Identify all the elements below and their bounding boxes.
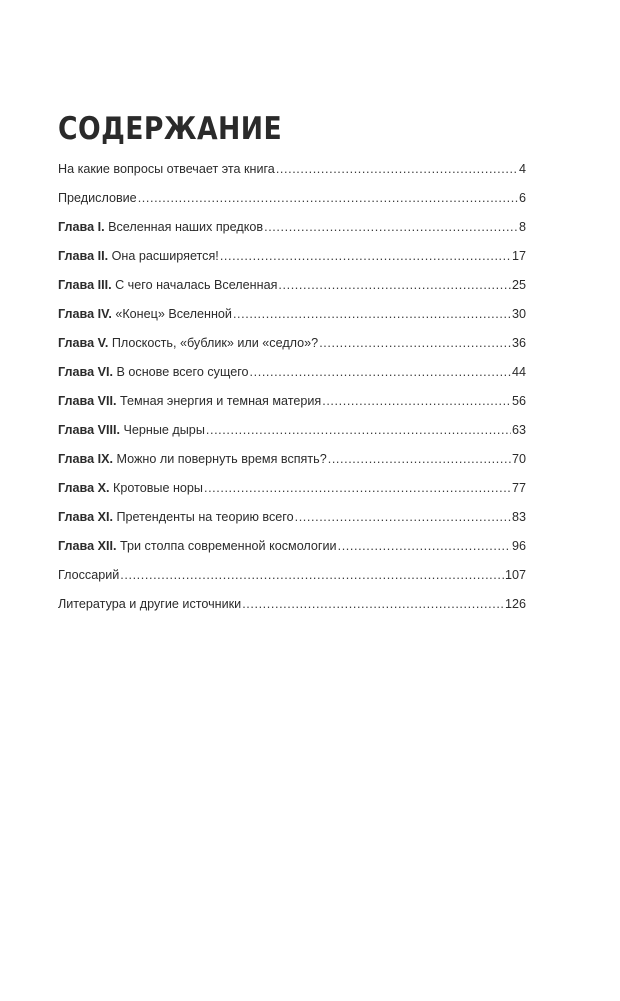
toc-entry-text: [58, 474, 203, 503]
toc-entry[interactable]: [58, 242, 526, 271]
entry-title: Претенденты на теорию всего: [113, 510, 294, 524]
leader-dots: [319, 329, 511, 358]
toc-entry[interactable]: [58, 213, 526, 242]
leader-dots: [250, 358, 511, 387]
toc-entry[interactable]: [58, 590, 526, 619]
leader-dots: [206, 416, 511, 445]
page-number: 63: [511, 423, 526, 437]
entry-title: Литература и другие источники: [58, 597, 242, 611]
toc-entry-text: [58, 271, 277, 300]
toc-entry[interactable]: [58, 445, 526, 474]
toc-entry-text: [58, 184, 137, 213]
chapter-label: Глава III.: [58, 278, 112, 292]
page-number: 17: [511, 249, 526, 263]
leader-dots: [233, 300, 511, 329]
chapter-label: Глава IX.: [58, 452, 113, 466]
chapter-label: Глава XII.: [58, 539, 117, 553]
leader-dots: [322, 387, 511, 416]
toc-entry-text: [58, 503, 294, 532]
entry-title: На какие вопросы отвечает эта книга: [58, 162, 275, 176]
chapter-label: Глава IV.: [58, 307, 112, 321]
chapter-label: Глава VI.: [58, 365, 113, 379]
toc-entry-text: [58, 213, 263, 242]
entry-title: Темная энергия и темная материя: [116, 394, 322, 408]
chapter-label: Глава II.: [58, 249, 109, 263]
toc-entry-text: [58, 155, 275, 184]
page-number: 44: [511, 365, 526, 379]
entry-title: В основе всего сущего: [113, 365, 249, 379]
page-number: 6: [518, 191, 526, 205]
page-title: СОДЕРЖАНИЕ: [58, 111, 283, 147]
toc-entry[interactable]: [58, 387, 526, 416]
leader-dots: [295, 503, 511, 532]
page-number: 56: [511, 394, 526, 408]
page-number: 77: [511, 481, 526, 495]
page-number: 107: [504, 568, 526, 582]
leader-dots: [278, 271, 511, 300]
leader-dots: [242, 590, 504, 619]
toc-entry[interactable]: [58, 184, 526, 213]
chapter-label: Глава VII.: [58, 394, 117, 408]
leader-dots: [276, 155, 518, 184]
toc-entry-text: [58, 445, 327, 474]
toc-entry-text: [58, 358, 249, 387]
entry-title: С чего началась Вселенная: [111, 278, 278, 292]
page-number: 36: [511, 336, 526, 350]
chapter-label: Глава I.: [58, 220, 105, 234]
page-number: 70: [511, 452, 526, 466]
page-number: 96: [511, 539, 526, 553]
toc-entry-text: [58, 329, 318, 358]
toc-entry[interactable]: [58, 155, 526, 184]
toc-entry[interactable]: [58, 300, 526, 329]
toc-entry[interactable]: [58, 532, 526, 561]
toc-entry-text: [58, 387, 321, 416]
leader-dots: [204, 474, 511, 503]
toc-entry[interactable]: [58, 474, 526, 503]
entry-title: Вселенная наших предков: [104, 220, 264, 234]
page-number: 4: [518, 162, 526, 176]
table-of-contents: [58, 155, 526, 619]
toc-entry-text: [58, 300, 232, 329]
toc-entry[interactable]: [58, 271, 526, 300]
entry-title: Можно ли повернуть время вспять?: [113, 452, 327, 466]
leader-dots: [220, 242, 511, 271]
leader-dots: [138, 184, 518, 213]
leader-dots: [264, 213, 518, 242]
page-number: 8: [518, 220, 526, 234]
chapter-label: Глава VIII.: [58, 423, 120, 437]
chapter-label: Глава V.: [58, 336, 109, 350]
leader-dots: [338, 532, 511, 561]
toc-entry[interactable]: [58, 416, 526, 445]
page-number: 30: [511, 307, 526, 321]
entry-title: Предисловие: [58, 191, 137, 205]
entry-title: Плоскость, «бублик» или «седло»?: [108, 336, 319, 350]
page-number: 83: [511, 510, 526, 524]
toc-entry-text: [58, 242, 219, 271]
entry-title: Кротовые норы: [109, 481, 203, 495]
chapter-label: Глава XI.: [58, 510, 113, 524]
page-number: 126: [504, 597, 526, 611]
leader-dots: [120, 561, 504, 590]
entry-title: Глоссарий: [58, 568, 120, 582]
toc-entry-text: [58, 561, 119, 590]
toc-entry-text: [58, 590, 241, 619]
toc-entry[interactable]: [58, 358, 526, 387]
toc-entry-text: [58, 416, 205, 445]
page-number: 25: [511, 278, 526, 292]
entry-title: Она расширяется!: [108, 249, 219, 263]
toc-entry[interactable]: [58, 503, 526, 532]
entry-title: Черные дыры: [120, 423, 205, 437]
leader-dots: [328, 445, 511, 474]
toc-entry[interactable]: [58, 329, 526, 358]
toc-entry[interactable]: [58, 561, 526, 590]
entry-title: Три столпа современной космологии: [116, 539, 337, 553]
entry-title: «Конец» Вселенной: [111, 307, 232, 321]
chapter-label: Глава X.: [58, 481, 110, 495]
toc-entry-text: [58, 532, 337, 561]
